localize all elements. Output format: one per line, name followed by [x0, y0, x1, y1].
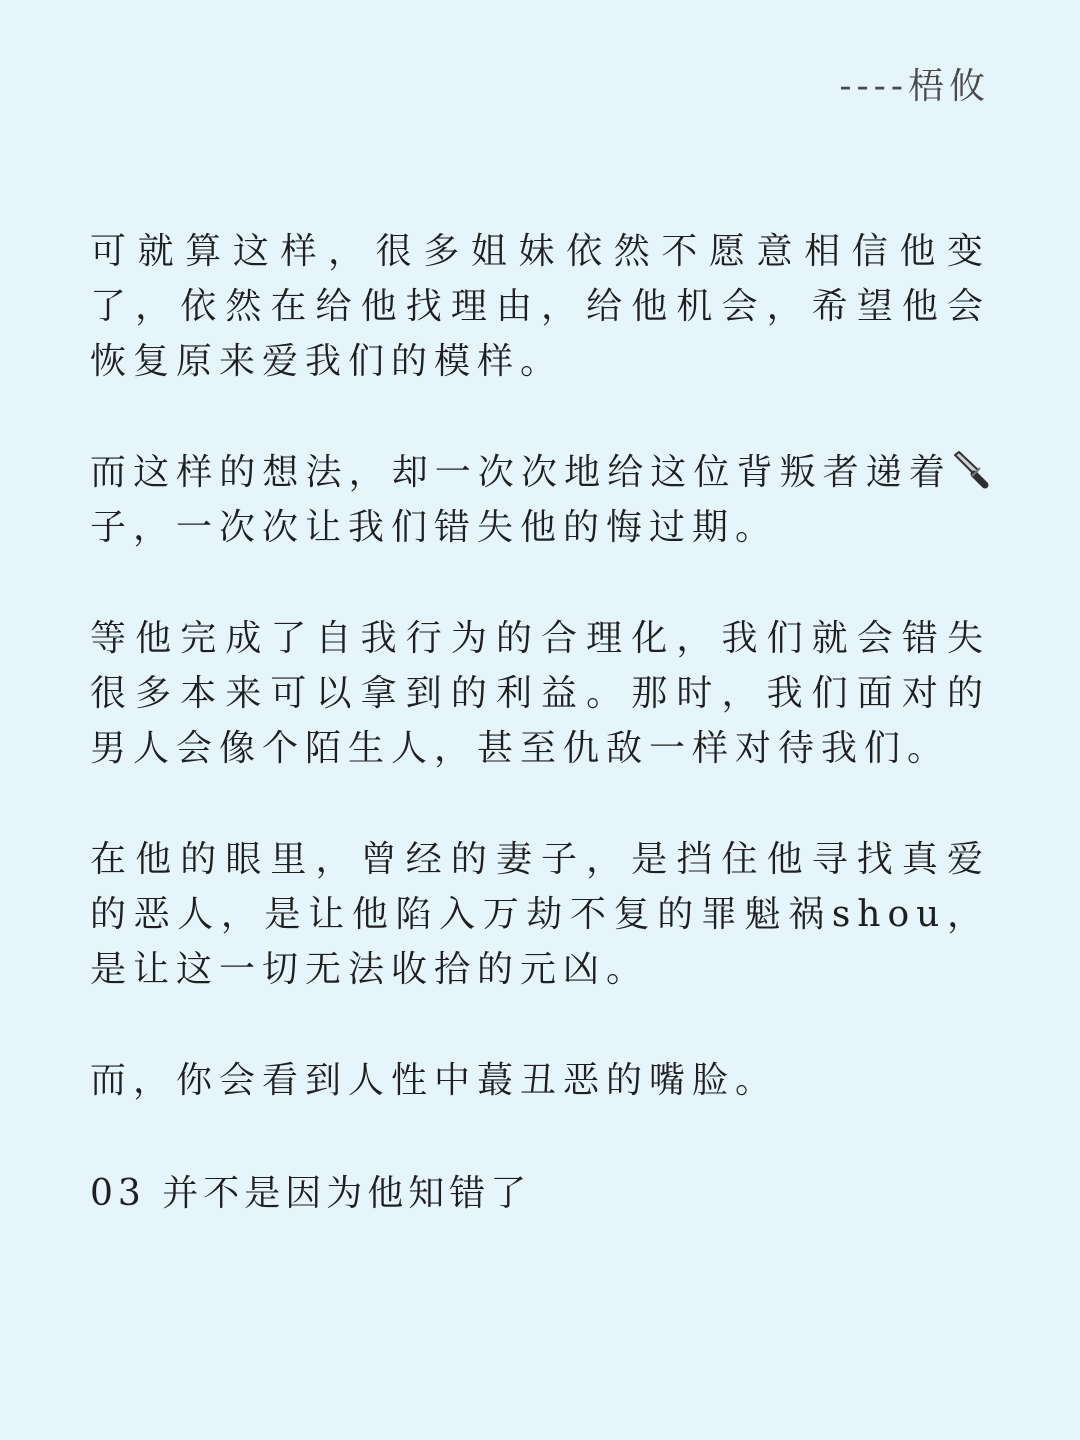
paragraph-3: 等他完成了自我行为的合理化，我们就会错失很多本来可以拿到的利益。那时，我们面对的男人会像个陌生人，甚至仇敌一样对待我们。 [90, 618, 990, 769]
paragraph-1: 可就算这样，很多姐妹依然不愿意相信他变了，依然在给他找理由，给他机会，希望他会恢复原来爱我们的模样。 [90, 231, 990, 382]
paragraph-2-part-2: 子，一次次让我们错失他的悔过期。 [90, 507, 779, 548]
section-heading: 03 并不是因为他知错了 [90, 1173, 532, 1214]
paragraph-4: 在他的眼里，曾经的妻子，是挡住他寻找真爱的恶人，是让他陷入万劫不复的罪魁祸shou，是让这一切无法收拾的元凶。 [90, 839, 990, 990]
author-signature: ----梧攸 [839, 66, 990, 107]
paragraph-5: 而，你会看到人性中蕞丑恶的嘴脸。 [90, 1060, 779, 1101]
paragraph-2-part-1: 而这样的想法，却一次次地给这位背叛者递着 [90, 452, 952, 493]
knife-icon [950, 450, 990, 490]
paragraph-2 [90, 445, 990, 555]
